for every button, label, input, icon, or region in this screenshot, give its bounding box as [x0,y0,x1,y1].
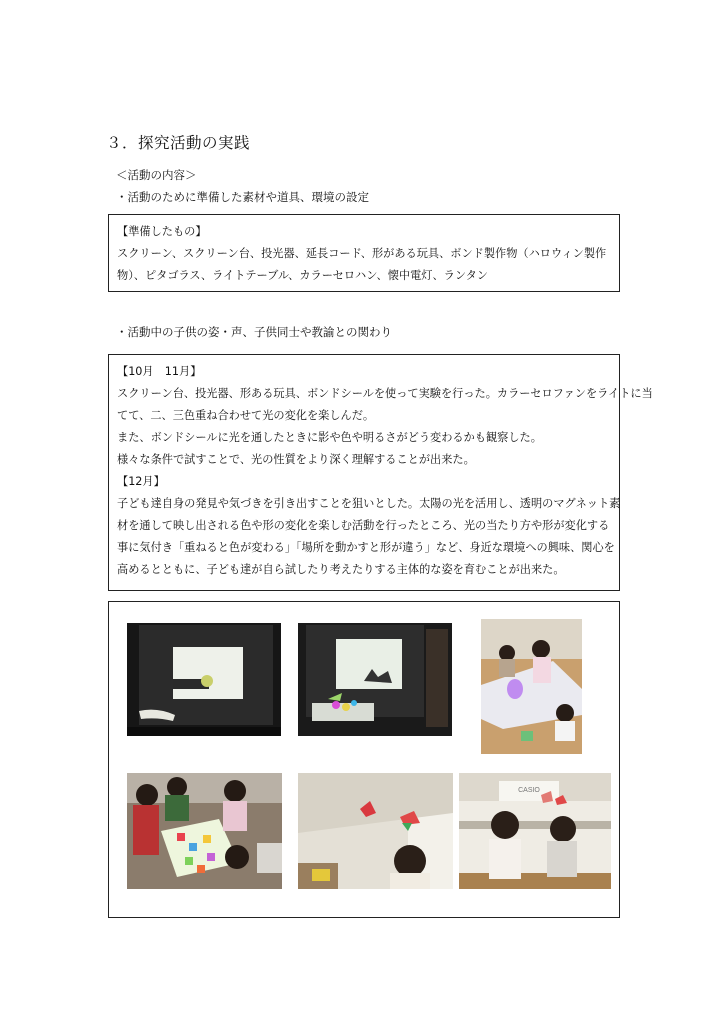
photo-children-piano-window [459,773,611,889]
piano-brand-label: CASIO [518,787,540,794]
interaction-label: ・活動中の子供の姿・声、子供同士や教諭との関わり [116,325,392,339]
photo-screen-toys-table [298,623,452,736]
activity-line: てて、二、三色重ね合わせて光の変化を楽しんだ。 [117,409,375,422]
content-label: ＜活動の内容＞ [116,168,197,182]
photo-sunlight-shadow-wall [298,773,453,889]
period-title-dec: 【12月】 [117,475,165,488]
photo-projector-screen-hand [127,623,281,736]
photo-grid [108,601,620,918]
activity-box [108,354,653,591]
photo-light-table-children [127,773,282,889]
prepared-line: スクリーン、スクリーン台、投光器、延長コード、形がある玩具、ボンド製作物（ハロウィン製作 [117,247,607,260]
prepared-items-box [108,214,620,292]
prepared-title: 【準備したもの】 [117,225,207,238]
period-title-oct-nov: 【10月 11月】 [117,365,202,378]
photo-children-floor-light [481,619,582,754]
activity-line: 材を通して映し出される色や形の変化を楽しむ活動を行ったところ、光の当たり方や形が変化する [117,519,610,532]
section-heading: ３．探究活動の実践 [106,134,251,152]
activity-line: スクリーン台、投光器、形ある玩具、ボンドシールを使って実験を行った。カラーセロファンをライトに当 [117,387,653,400]
activity-line: 子ども達自身の発見や気づきを引き出すことを狙いとした。太陽の光を活用し、透明のマグネット素 [117,497,621,510]
activity-line: 事に気付き「重ねると色が変わる」「場所を動かすと形が違う」など、身近な環境への興味、関心を [117,541,615,554]
materials-label: ・活動のために準備した素材や道具、環境の設定 [116,190,369,204]
activity-line: また、ボンドシールに光を通したときに影や色や明るさがどう変わるかも観察した。 [117,431,542,444]
prepared-line: 物）、ピタゴラス、ライトテーブル、カラーセロハン、懐中電灯、ランタン [117,269,488,282]
activity-line: 高めるとともに、子ども達が自ら試したり考えたりする主体的な姿を育むことが出来た。 [117,563,565,576]
activity-line: 様々な条件で試すことで、光の性質をより深く理解することが出来た。 [117,453,475,466]
